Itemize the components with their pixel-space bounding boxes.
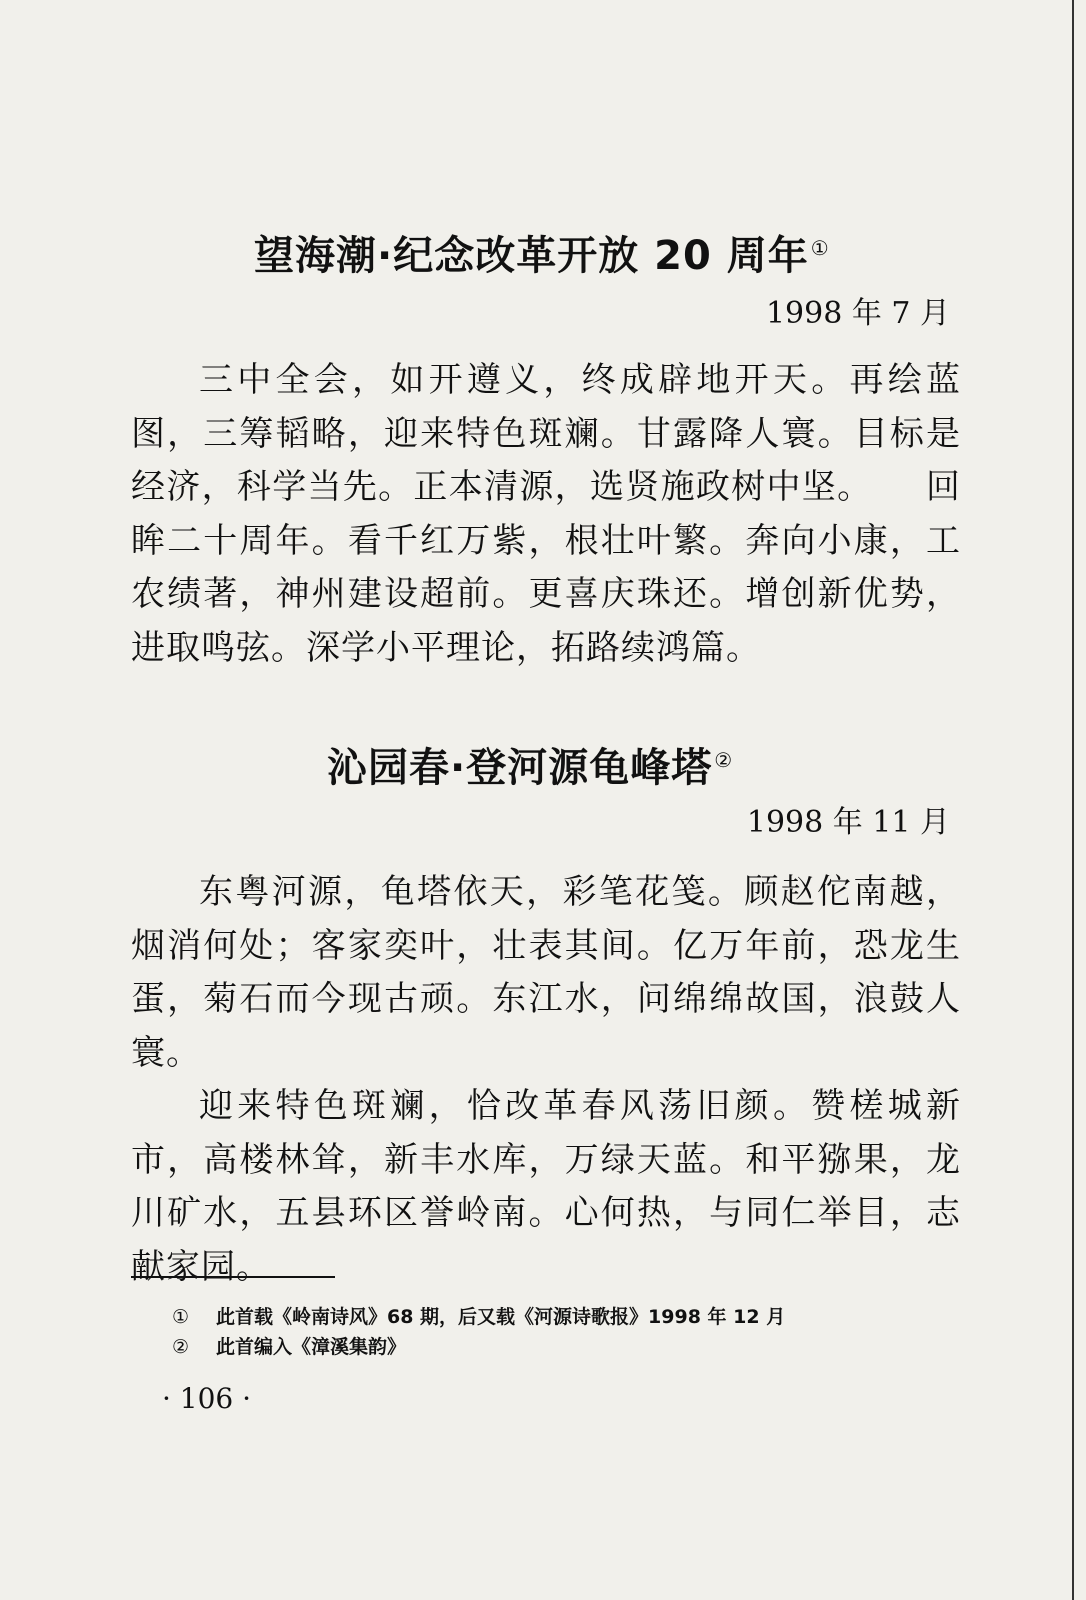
footnote-divider — [131, 1276, 335, 1278]
poem-title-text: 沁园春·登河源龟峰塔 — [327, 745, 713, 791]
poem-paragraph: 三中全会，如开遵义，终成辟地开天。再绘蓝图，三筹韬略，迎来特色斑斓。甘露降人寰。目标是经济，科学当先。正本清源，选贤施政树中坚。 回眸二十周年。看千红万紫，根壮叶繁。奔向小康，工农绩著，神州建设超前。更喜庆珠还。增创新优势，进取鸣弦。深学小平理论，拓路续鸿篇。 — [131, 360, 961, 668]
footnote-mark: ① — [172, 1306, 190, 1328]
poem-date: 1998 年 11 月 — [746, 805, 950, 840]
page-edge — [1058, 0, 1074, 1600]
footnote-text: 此首载《岭南诗风》68 期，后又载《河源诗歌报》1998 年 12 月 — [216, 1306, 786, 1328]
footnote-ref: ② — [714, 747, 734, 772]
poem-paragraph: 迎来特色斑斓，恰改革春风荡旧颜。赞槎城新市，高楼林耸，新丰水库，万绿天蓝。和平猕果，龙川矿水，五县环区誉岭南。心何热，与同仁举目，志献家园。 — [131, 1086, 961, 1287]
footnotes — [172, 1302, 785, 1362]
poem-body — [131, 866, 961, 1294]
footnote-item — [172, 1302, 785, 1332]
poem-date: 1998 年 7 月 — [765, 296, 950, 331]
poem-paragraph: 东粤河源，龟塔依天，彩笔花笺。顾赵佗南越，烟消何处；客家奕叶，壮表其间。亿万年前，恐龙生蛋，菊石而今现古顽。东江水，问绵绵故国，浪鼓人寰。 — [131, 872, 961, 1073]
footnote-ref: ① — [810, 235, 830, 260]
poem-title-text: 望海潮·纪念改革开放 20 周年 — [254, 233, 809, 279]
poem-title — [327, 736, 733, 793]
poem-body — [131, 354, 961, 675]
footnote-mark: ② — [172, 1336, 190, 1358]
footnote-text: 此首编入《漳溪集韵》 — [216, 1336, 407, 1358]
footnote-item — [172, 1332, 785, 1362]
poem-title — [254, 224, 830, 281]
page-number: · 106 · — [162, 1382, 252, 1415]
